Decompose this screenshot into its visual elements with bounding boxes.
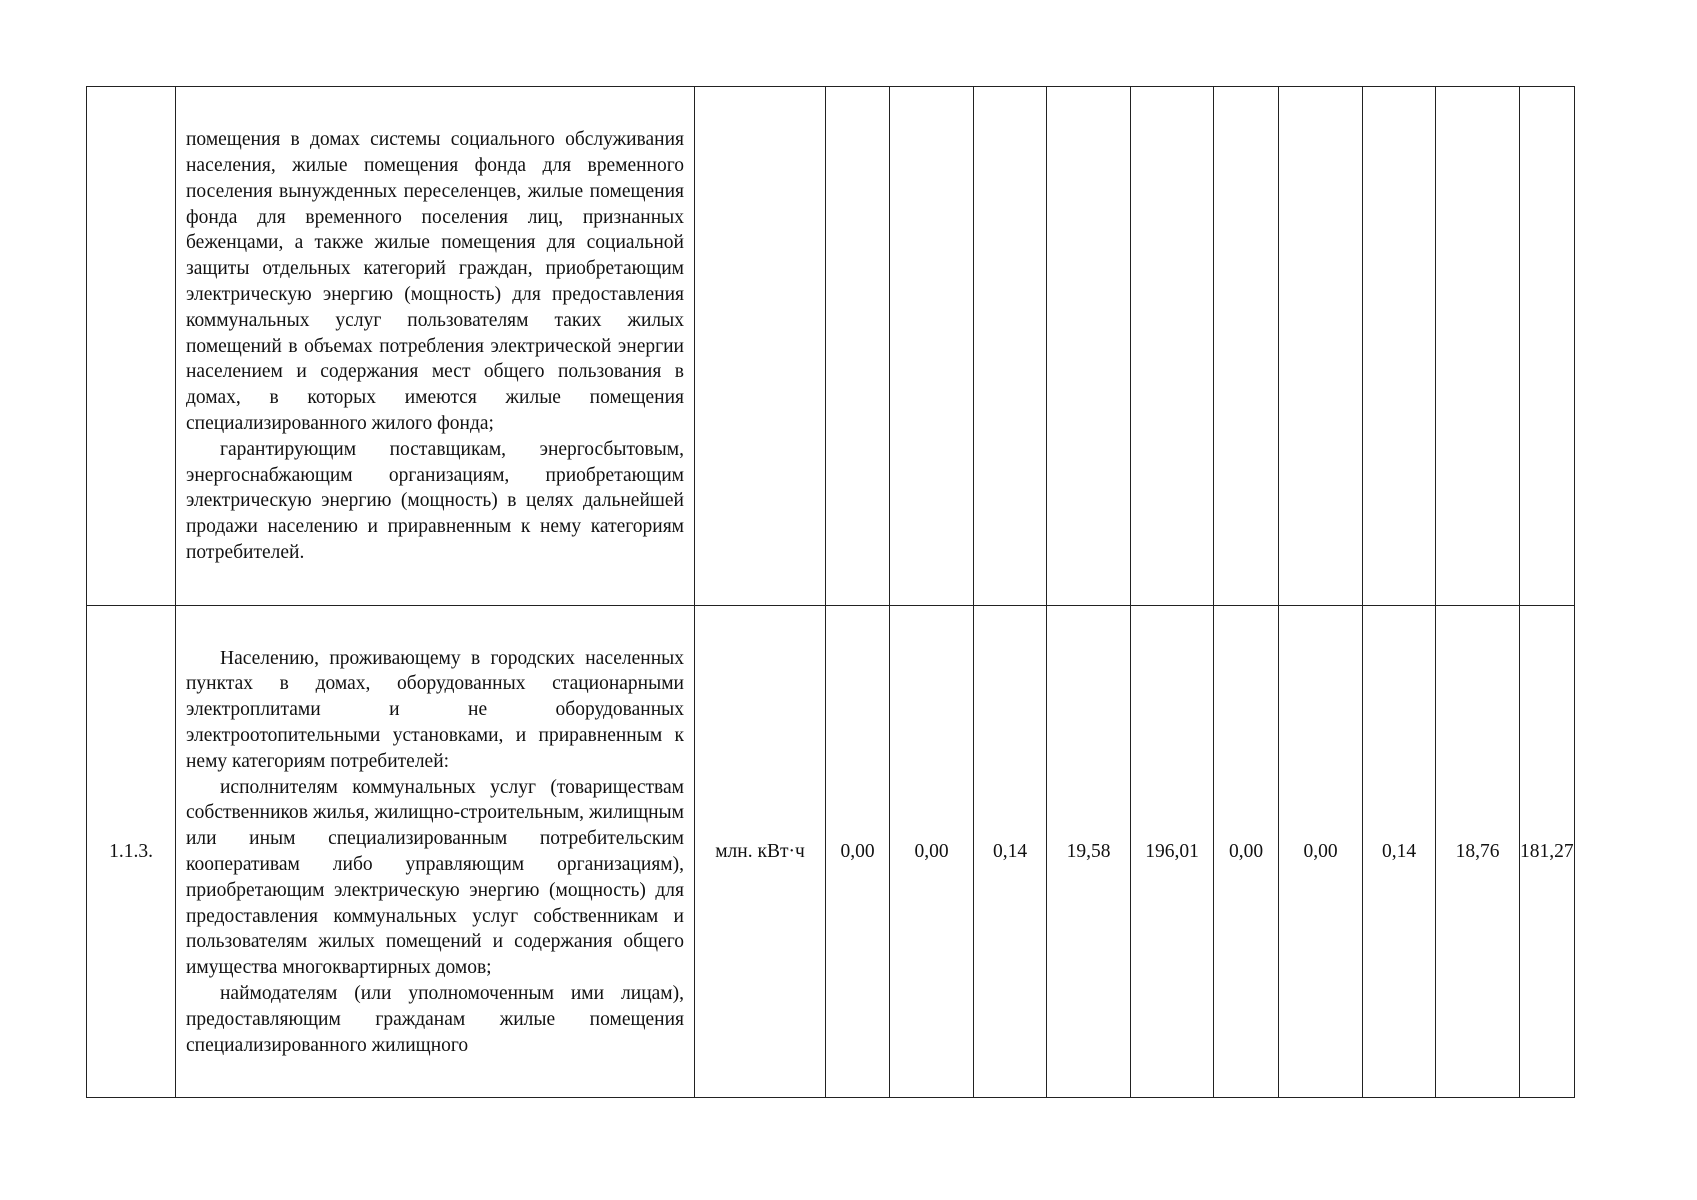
value-cell: 18,76 bbox=[1436, 606, 1520, 1098]
value-cell: 0,14 bbox=[1363, 606, 1436, 1098]
description-paragraph: исполнителям коммунальных услуг (товариществам собственников жилья, жилищно-строительным, жилищным или иным специализированным потребительским кооперативам либо управляющим организациям), приобретающим электрическую энергию (мощность) для предоставления коммунальных услуг собственникам и пользователям жилых помещений и содержания общего имущества многоквартирных домов; bbox=[186, 776, 684, 979]
value-cell: 0,14 bbox=[974, 606, 1047, 1098]
value-cell: 0,00 bbox=[890, 606, 974, 1098]
tariff-table bbox=[86, 86, 1575, 1098]
value-cell bbox=[1214, 87, 1279, 606]
value-cell bbox=[1047, 87, 1131, 606]
value-cell bbox=[1131, 87, 1214, 606]
value-cell: 196,01 bbox=[1131, 606, 1214, 1098]
value-cell: 19,58 bbox=[1047, 606, 1131, 1098]
row-code bbox=[87, 87, 176, 606]
description-paragraph: Населению, проживающему в городских населенных пунктах в домах, оборудованных стационарными электроплитами и не оборудованных электроотопительными установками, и приравненным к нему категориям потребителей: bbox=[186, 647, 684, 772]
value-cell: 0,00 bbox=[1279, 606, 1363, 1098]
value-cell bbox=[826, 87, 890, 606]
value-cell bbox=[890, 87, 974, 606]
row-unit: млн. кВт·ч bbox=[695, 606, 826, 1098]
description-paragraph: наймодателям (или уполномоченным ими лицам), предоставляющим гражданам жилые помещения специализированного жилищного bbox=[186, 982, 684, 1056]
row-description bbox=[176, 606, 695, 1098]
row-description bbox=[176, 87, 695, 606]
value-cell bbox=[1279, 87, 1363, 606]
description-paragraph: гарантирующим поставщикам, энергосбытовым, энергоснабжающим организациям, приобретающим электрическую энергию (мощность) в целях дальнейшей продажи населению и приравненным к нему категориям потребителей. bbox=[186, 438, 684, 563]
table-row bbox=[87, 606, 1575, 1098]
row-unit bbox=[695, 87, 826, 606]
value-cell: 0,00 bbox=[1214, 606, 1279, 1098]
row-code: 1.1.3. bbox=[87, 606, 176, 1098]
description-paragraph: помещения в домах системы социального обслуживания населения, жилые помещения фонда для временного поселения вынужденных переселенцев, жилые помещения фонда для временного поселения лиц, признанных беженцами, а также жилые помещения для социальной защиты отдельных категорий граждан, приобретающим электрическую энергию (мощность) для предоставления коммунальных услуг пользователям таких жилых помещений в объемах потребления электрической энергии населением и содержания мест общего пользования в домах, в которых имеются жилые помещения специализированного жилого фонда; bbox=[186, 129, 684, 434]
value-cell bbox=[1363, 87, 1436, 606]
value-cell: 0,00 bbox=[826, 606, 890, 1098]
value-cell bbox=[1436, 87, 1520, 606]
value-cell bbox=[1520, 87, 1575, 606]
value-cell bbox=[974, 87, 1047, 606]
table-row bbox=[87, 87, 1575, 606]
value-cell: 181,27 bbox=[1520, 606, 1575, 1098]
